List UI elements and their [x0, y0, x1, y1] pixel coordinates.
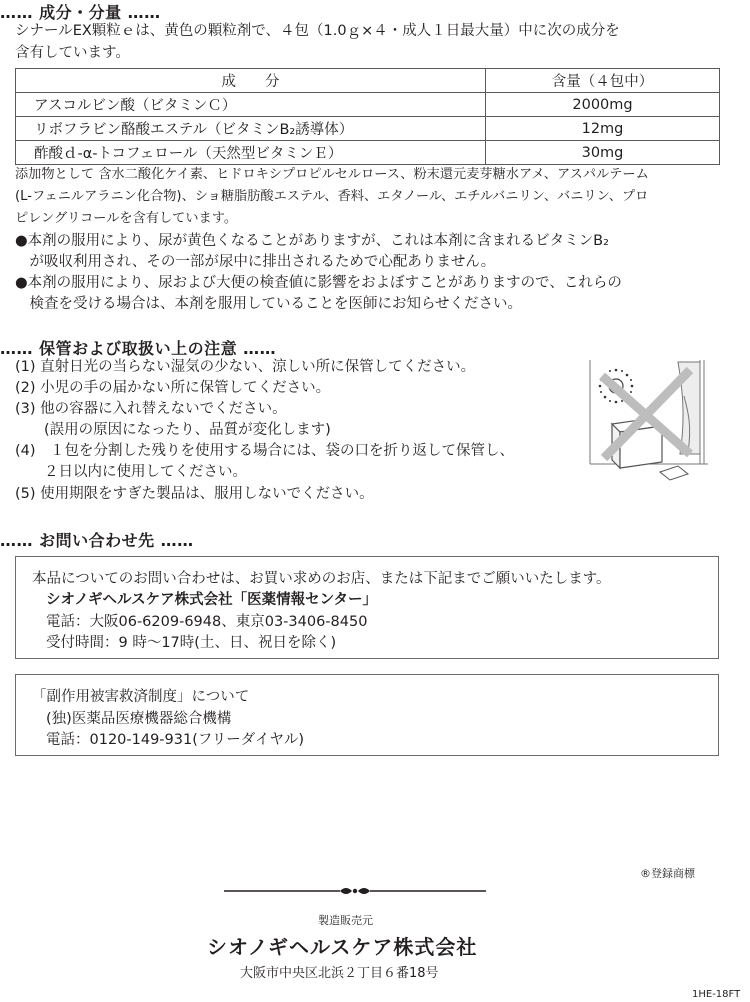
ingredients-intro-line: 含有しています。 — [15, 45, 130, 61]
maker-address: 大阪市中央区北浜２丁目６番18号 — [240, 966, 439, 981]
ingredient-name: リボフラビン酪酸エステル（ビタミンB₂誘導体） — [16, 117, 486, 141]
contact-heading: …… お問い合わせ先 …… — [0, 531, 194, 550]
ingredient-name: 酢酸ｄ-α-トコフェロール（天然型ビタミンＥ） — [16, 141, 486, 165]
ingredient-amount: 2000mg — [486, 93, 720, 117]
relief-system-box — [15, 674, 719, 756]
contact-box — [15, 556, 719, 659]
ornament-divider-icon — [224, 884, 486, 898]
storage-heading: …… 保管および取扱い上の注意 …… — [0, 339, 277, 358]
table-row — [16, 117, 720, 141]
ingredients-intro-line: シナールEX顆粒ｅは、黄色の顆粒剤で、４包（1.0ｇ×４・成人１日最大量）中に次の成分を — [15, 23, 620, 39]
ingredient-name: アスコルビン酸（ビタミンＣ） — [16, 93, 486, 117]
maker-label: 製造販売元 — [318, 914, 373, 927]
relief-system-org: (独)医薬品医療機器総合機構 — [46, 711, 232, 727]
additives-line: 添加物として 含水二酸化ケイ素、ヒドロキシプロピルセルロース、粉末還元麦芽糖水アメ、アスパルテーム — [15, 167, 649, 182]
contact-line: 本品についてのお問い合わせは、お買い求めのお店、または下記までご願いいたします。 — [32, 571, 611, 587]
relief-system-title: 「副作用被害救済制度」について — [32, 689, 250, 705]
relief-system-phone: 電話：0120-149-931(フリーダイヤル) — [46, 732, 305, 748]
ingredients-table — [15, 68, 720, 165]
table-row — [16, 93, 720, 117]
table-header-row — [16, 69, 720, 93]
table-row — [16, 141, 720, 165]
contact-phone: 電話：大阪06-6209-6948、東京03-3406-8450 — [46, 614, 368, 630]
document-code: 1HE-18FT — [692, 989, 741, 1000]
storage-item: (5) 使用期限をすぎた製品は、服用しないでください。 — [15, 486, 374, 502]
note-line: が吸収利用され、その一部が尿中に排出されるためで心配ありません。 — [15, 254, 496, 270]
contact-hours: 受付時間：9 時〜17時(土、日、祝日を除く) — [46, 635, 337, 651]
ingredients-heading: …… 成分・分量 …… — [0, 3, 161, 22]
storage-item: (2) 小児の手の届かない所に保管してください。 — [15, 380, 331, 396]
additives-line: ピレングリコールを含有しています。 — [15, 211, 238, 226]
storage-item: (4) １包を分割した残りを使用する場合には、袋の口を折り返して保管し、 — [15, 443, 515, 459]
storage-item: (誤用の原因になったり、品質が変化します) — [15, 422, 331, 438]
storage-item: (3) 他の容器に入れ替えないでください。 — [15, 401, 287, 417]
note-line: ●本剤の服用により、尿および大便の検査値に影響をおよぼすことがありますので、これらの — [15, 275, 622, 291]
ingredient-amount: 12mg — [486, 117, 720, 141]
additives-line: (L-フェニルアラニン化合物)、ショ糖脂肪酸エステル、香料、エタノール、エチルバニリン、バニリン、プロ — [15, 189, 649, 204]
table-header-name: 成 分 — [16, 69, 486, 93]
table-header-amount: 含量（４包中） — [486, 69, 720, 93]
storage-item: (1) 直射日光の当らない湿気の少ない、涼しい所に保管してください。 — [15, 359, 476, 375]
trademark-note: ®登録商標 — [640, 867, 695, 880]
storage-item: ２日以内に使用してください。 — [15, 464, 247, 480]
storage-illustration-icon — [582, 356, 710, 486]
ingredient-amount: 30mg — [486, 141, 720, 165]
note-line: ●本剤の服用により、尿が黄色くなることがありますが、これは本剤に含まれるビタミンB₂ — [15, 233, 609, 249]
note-line: 検査を受ける場合は、本剤を服用していることを医師にお知らせください。 — [15, 296, 523, 312]
contact-company: シオノギヘルスケア株式会社「医薬情報センター」 — [46, 592, 378, 608]
maker-company: シオノギヘルスケア株式会社 — [207, 935, 478, 959]
